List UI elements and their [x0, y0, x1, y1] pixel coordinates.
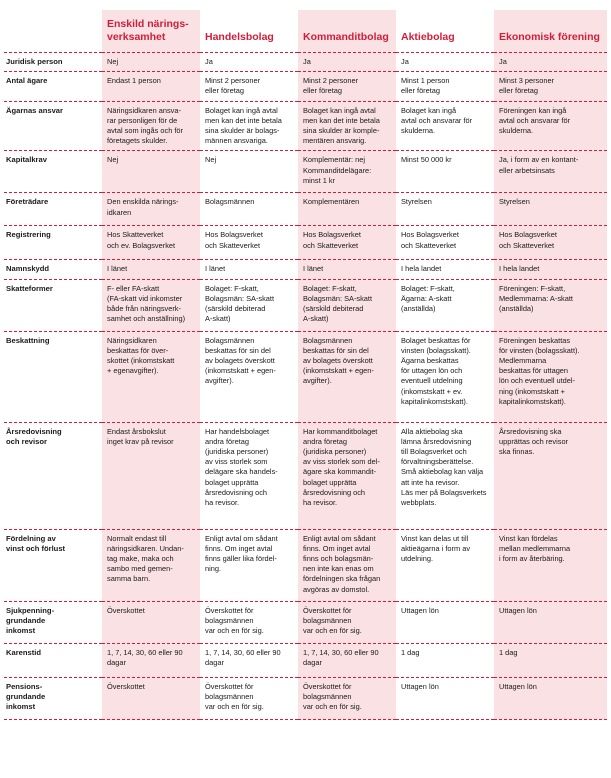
table-row [4, 52, 607, 72]
row-label: Namnskydd [4, 260, 102, 279]
table-cell: Vinst kan fördelas mellan medlemmarna i form av återbäring. [494, 530, 607, 602]
table-cell: Överskottet för bolagsmännen var och en för sig. [298, 602, 396, 644]
table-cell: 1, 7, 14, 30, 60 eller 90 dagar [102, 644, 200, 678]
table-cell: Bolaget: F-skatt, Ägarna: A-skatt (anställda) [396, 280, 494, 332]
header-ekonomisk-forening: Ekonomisk förening [494, 10, 607, 52]
table-cell: Hos Bolagsverket och Skatteverket [298, 226, 396, 260]
table-cell: Minst 1 person eller företag [396, 72, 494, 101]
row-label: Företrädare [4, 193, 102, 226]
table-cell: Uttagen lön [494, 678, 607, 720]
row-label: Juridisk person [4, 52, 102, 72]
table-cell: Bolagsmännen beskattas för sin del av bolagets överskott (inkomstskatt + egen- avgifter). [200, 332, 298, 423]
row-label: Fördelning av vinst och förlust [4, 530, 102, 602]
table-cell: Komplementär: nej Kommanditdelägare: minst 1 kr [298, 151, 396, 193]
table-row [4, 530, 607, 602]
table-cell: Minst 2 personer eller företag [200, 72, 298, 101]
table-row [4, 280, 607, 332]
table-cell: Bolaget kan ingå avtal och ansvarar för skulderna. [396, 102, 494, 152]
table-row [4, 260, 607, 279]
table-row [4, 72, 607, 101]
row-label: Antal ägare [4, 72, 102, 101]
table-cell: Minst 2 personer eller företag [298, 72, 396, 101]
table-cell: Har handelsbolaget andra företag (juridiska personer) av viss storlek som delägare ska handels- bolaget upprätta årsredovisning och ha revisor. [200, 423, 298, 530]
table-cell: Bolaget: F-skatt, Bolagsmän: SA-skatt (särskild debiterad A-skatt) [200, 280, 298, 332]
table-cell: Enligt avtal om sådant finns. Om inget avtal finns gäller lika fördel- ning. [200, 530, 298, 602]
table-cell: Hos Bolagsverket och Skatteverket [200, 226, 298, 260]
table-cell: Överskottet [102, 678, 200, 720]
row-label: Ägarnas ansvar [4, 102, 102, 152]
table-cell: Styrelsen [396, 193, 494, 226]
table-cell: Komplementären [298, 193, 396, 226]
table-cell: 1, 7, 14, 30, 60 eller 90 dagar [298, 644, 396, 678]
table-row [4, 602, 607, 644]
table-cell: I hela landet [396, 260, 494, 279]
table-cell: Föreningen kan ingå avtal och ansvarar för skulderna. [494, 102, 607, 152]
table-cell: Bolaget kan ingå avtal men kan det inte betala sina skulder är bolags- männen ansvariga. [200, 102, 298, 152]
table-cell: Normalt endast till näringsidkaren. Undan- tag make, maka och sambo med gemen- samma barn. [102, 530, 200, 602]
table-row [4, 644, 607, 678]
table-cell: Nej [102, 151, 200, 193]
table-cell: Uttagen lön [396, 678, 494, 720]
table-cell: I länet [200, 260, 298, 279]
table-cell: 1 dag [494, 644, 607, 678]
table-cell: Näringsidkaren ansva- rar personligen för de avtal som ingås och för företagets skulder. [102, 102, 200, 152]
row-label: Sjukpenning- grundande inkomst [4, 602, 102, 644]
table-cell: 1 dag [396, 644, 494, 678]
table-cell: I hela landet [494, 260, 607, 279]
header-handelsbolag: Handelsbolag [205, 31, 274, 43]
row-label: Årsredovisning och revisor [4, 423, 102, 530]
header-aktiebolag: Aktiebolag [401, 31, 455, 43]
table-cell: Överskottet för bolagsmännen var och en för sig. [200, 678, 298, 720]
table-cell: Vinst kan delas ut till aktieägarna i form av utdelning. [396, 530, 494, 602]
table-cell: Minst 50 000 kr [396, 151, 494, 193]
table-cell: Föreningen beskattas för vinsten (bolagsskatt). Medlemmarna beskattas för uttagen lön och eventuell utdel- ning (inkomstskatt + kapitalinkomstskatt). [494, 332, 607, 423]
table-row [4, 423, 607, 530]
table-cell: Bolaget beskattas för vinsten (bolagsskatt). Ägarna beskattas för uttagen lön och eventuell utdelning (inkomstskatt + ev. kapitalinkomstskatt). [396, 332, 494, 423]
table-cell: Styrelsen [494, 193, 607, 226]
row-label: Kapitalkrav [4, 151, 102, 193]
row-label: Registrering [4, 226, 102, 260]
table-cell: 1, 7, 14, 30, 60 eller 90 dagar [200, 644, 298, 678]
row-label: Skatteformer [4, 280, 102, 332]
table-cell: Nej [200, 151, 298, 193]
table-cell: Nej [102, 52, 200, 72]
row-label: Karenstid [4, 644, 102, 678]
table-cell: Ja, i form av en kontant- eller arbetsinsats [494, 151, 607, 193]
table-cell: Föreningen: F-skatt, Medlemmarna: A-skatt (anställda) [494, 280, 607, 332]
table-cell: Överskottet för bolagsmännen var och en för sig. [298, 678, 396, 720]
table-cell: Ja [396, 52, 494, 72]
table-cell: Hos Bolagsverket och Skatteverket [396, 226, 494, 260]
table-cell: Den enskilda närings- idkaren [102, 193, 200, 226]
row-label: Pensions- grundande inkomst [4, 678, 102, 720]
table-cell: Bolagsmännen [200, 193, 298, 226]
table-row [4, 193, 607, 226]
table-cell: Uttagen lön [494, 602, 607, 644]
table-row [4, 226, 607, 260]
table-cell: Bolaget: F-skatt, Bolagsmän: SA-skatt (särskild debiterad A-skatt) [298, 280, 396, 332]
table-cell: I länet [298, 260, 396, 279]
table-cell: Överskottet [102, 602, 200, 644]
header-kommanditbolag: Kommanditbolag [298, 10, 396, 52]
table-cell: Har kommanditbolaget andra företag (juridiska personer) av viss storlek som del- ägare ska kommandit- bolaget upprätta årsredovisning och ha revisor. [298, 423, 396, 530]
table-cell: F- eller FA-skatt (FA-skatt vid inkomster både från näringsverk- samhet och anställning) [102, 280, 200, 332]
company-forms-table [4, 10, 607, 720]
table-cell: I länet [102, 260, 200, 279]
table-cell: Enligt avtal om sådant finns. Om inget avtal finns och bolagsmän- nen inte kan enas om fördelningen ska frågan avgöras av domstol. [298, 530, 396, 602]
table-row [4, 678, 607, 720]
table-row [4, 102, 607, 152]
table-cell: Ja [200, 52, 298, 72]
table-cell: Alla aktiebolag ska lämna årsredovisning till Bolagsverket och förvaltningsberättelse. Små aktiebolag kan välja att inte ha revisor. Läs mer på Bolagsverkets webbplats. [396, 423, 494, 530]
row-label: Beskattning [4, 332, 102, 423]
table-row [4, 151, 607, 193]
table-cell: Ja [298, 52, 396, 72]
table-row [4, 332, 607, 423]
table-cell: Hos Skatteverket och ev. Bolagsverket [102, 226, 200, 260]
header-row [4, 10, 607, 52]
table-cell: Bolaget kan ingå avtal men kan det inte betala sina skulder är komple- mentären ansvarig. [298, 102, 396, 152]
table-cell: Näringsidkaren beskattas för över- skottet (inkomstskatt + egenavgifter). [102, 332, 200, 423]
header-enskild-naringsverksamhet: Enskild närings- verksamhet [102, 10, 200, 52]
table-cell: Årsredovisning ska upprättas och revisor ska finnas. [494, 423, 607, 530]
table-cell: Bolagsmännen beskattas för sin del av bolagets överskott (inkomstskatt + egen- avgifter). [298, 332, 396, 423]
table-cell: Endast årsbokslut inget krav på revisor [102, 423, 200, 530]
table-cell: Ja [494, 52, 607, 72]
table-cell: Hos Bolagsverket och Skatteverket [494, 226, 607, 260]
table-cell: Endast 1 person [102, 72, 200, 101]
table-cell: Uttagen lön [396, 602, 494, 644]
table-cell: Minst 3 personer eller företag [494, 72, 607, 101]
table-cell: Överskottet för bolagsmännen var och en för sig. [200, 602, 298, 644]
header-corner [4, 10, 102, 52]
